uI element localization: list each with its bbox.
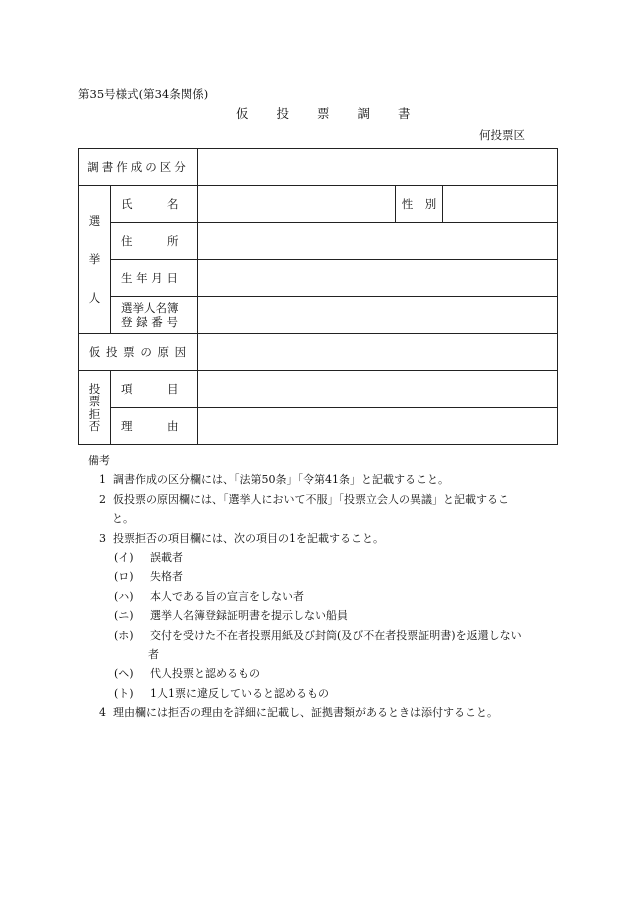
registration-label-line: 登 録 番 号 [121, 315, 178, 329]
category-label: 調書作成の区分 [79, 149, 198, 186]
subitem-mark: (ホ) [114, 628, 134, 642]
subitem-text: 本人である旨の宣言をしない者 [150, 589, 304, 603]
note-text: 投票拒否の項目欄には、次の項目の1を記載すること。 [113, 531, 384, 545]
address-row [79, 223, 558, 260]
note-item-2-cont: と。 [112, 512, 134, 526]
subitem-text: 1人1票に違反していると認めるもの [150, 686, 329, 700]
note-number: 2 [99, 492, 106, 506]
address-label: 住 所 [111, 223, 198, 260]
subitem-mark: (ハ) [114, 589, 134, 603]
refusal-label-char: 否 [88, 418, 101, 433]
name-field[interactable] [198, 186, 396, 223]
name-row [79, 186, 558, 223]
cause-row [79, 334, 558, 371]
cause-label: 仮 投 票 の 原 因 [79, 334, 198, 371]
subitem-text: 失格者 [150, 570, 183, 584]
subitem-he [88, 664, 558, 683]
voter-label-char: 挙 [88, 252, 101, 267]
item-field[interactable] [198, 371, 558, 408]
note-text: 理由欄には拒否の理由を詳細に記載し、証拠書類があるときは添付すること。 [113, 706, 498, 720]
subitem-i [88, 548, 558, 567]
voter-group-label [79, 186, 111, 334]
refusal-group-label [79, 371, 111, 445]
category-field[interactable] [198, 149, 558, 186]
registration-row [79, 297, 558, 334]
document-title: 仮 投 票 調 書 [236, 106, 412, 121]
refusal-item-row [79, 371, 558, 408]
address-field[interactable] [198, 223, 558, 260]
registration-field[interactable] [198, 297, 558, 334]
cause-field[interactable] [198, 334, 558, 371]
note-text: 調書作成の区分欄には、「法第50条」「令第41条」と記載すること。 [113, 473, 449, 487]
subitem-mark: (ロ) [114, 570, 134, 584]
subitem-text: 選挙人名簿登録証明書を提示しない船員 [150, 609, 348, 623]
refusal-label-char: 票 [88, 394, 101, 409]
form-number: 第35号様式(第34条関係) [78, 87, 209, 101]
subitem-text: 代人投票と認めるもの [150, 667, 260, 681]
subitem-mark: (ト) [114, 686, 134, 700]
subitem-mark: (ヘ) [114, 667, 134, 681]
subitem-ro [88, 567, 558, 586]
subitem-text: 誤載者 [150, 551, 183, 565]
subitem-ho-cont: 者 [148, 648, 159, 662]
birthdate-label: 生 年 月 日 [111, 260, 198, 297]
voter-label-char: 人 [88, 290, 101, 305]
item-label: 項 目 [111, 371, 198, 408]
note-text: 仮投票の原因欄には、「選挙人において不服」「投票立会人の異議」と記載するこ [113, 492, 509, 506]
reason-label: 理 由 [111, 408, 198, 445]
voter-label-char: 選 [88, 214, 101, 229]
note-item-3 [88, 529, 558, 548]
gender-field[interactable] [443, 186, 558, 223]
refusal-reason-row [79, 408, 558, 445]
name-label: 氏 名 [111, 186, 198, 223]
provisional-vote-form-table [78, 148, 558, 445]
notes-section [88, 451, 558, 723]
note-item-2 [88, 490, 558, 509]
subitem-mark: (イ) [114, 551, 134, 565]
birthdate-row [79, 260, 558, 297]
note-number: 1 [99, 473, 106, 487]
voting-district: 何投票区 [479, 128, 525, 142]
refusal-label-char: 投 [88, 382, 101, 397]
note-item-4 [88, 703, 558, 722]
subitem-ho [88, 626, 558, 645]
category-row [79, 149, 558, 186]
note-number: 4 [99, 706, 106, 720]
registration-label [111, 297, 198, 334]
registration-label-line: 選挙人名簿 [121, 300, 179, 315]
subitem-ni [88, 606, 558, 625]
gender-label: 性 別 [396, 186, 443, 223]
refusal-label-char: 拒 [88, 406, 101, 421]
note-item-1 [88, 470, 558, 489]
subitem-ha [88, 587, 558, 606]
notes-heading: 備考 [88, 454, 110, 467]
subitem-to [88, 684, 558, 703]
subitem-mark: (ニ) [114, 609, 134, 623]
subitem-text: 交付を受けた不在者投票用紙及び封筒(及び不在者投票証明書)を返還しない [150, 628, 522, 642]
birthdate-field[interactable] [198, 260, 558, 297]
reason-field[interactable] [198, 408, 558, 445]
note-number: 3 [99, 531, 106, 545]
